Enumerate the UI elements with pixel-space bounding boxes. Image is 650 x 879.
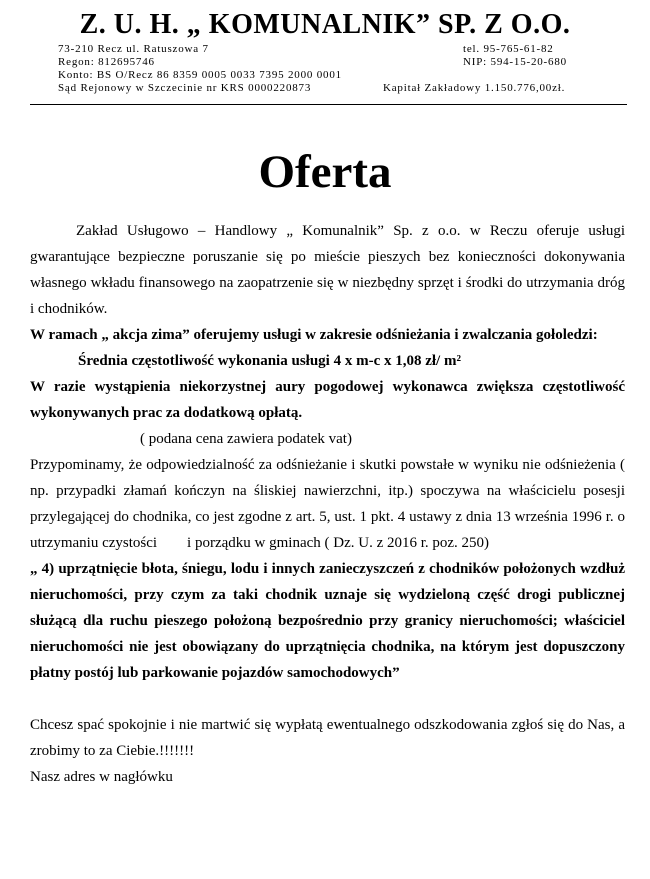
company-court-register: Sąd Rejonowy w Szczecinie nr KRS 0000220873 xyxy=(58,82,312,94)
letterhead-row-2 xyxy=(58,56,568,69)
company-capital: Kapitał Zakładowy 1.150.776,00zł. xyxy=(383,82,566,94)
intro-paragraph: Zakład Usługowo – Handlowy „ Komunalnik” Sp. z o.o. w Reczu oferuje usługi gwarantujące bezpieczne poruszanie się po mieście pieszych bez konieczności dokonywania własnego wkładu finansowego na zaopatrzenie się w niezbędny sprzęt i środki do utrzymania dróg i chodników. xyxy=(30,223,625,317)
winter-action-paragraph: W ramach „ akcja zima” oferujemy usługi w zakresie odśnieżania i zwalczania gołoledzi: xyxy=(30,327,598,343)
letterhead-row-1 xyxy=(58,43,568,56)
weather-paragraph: W razie wystąpienia niekorzystnej aury pogodowej wykonawca zwiększa częstotliwość wykonywanych prac za dodatkową opłatą. xyxy=(30,379,625,421)
letterhead-row-3 xyxy=(58,69,568,82)
closing-paragraph: Chcesz spać spokojnie i nie martwić się wypłatą ewentualnego odszkodowania zgłoś się do Nas, a zrobimy to za Ciebie.!!!!!!! xyxy=(30,717,625,759)
price-line: Średnia częstotliwość wykonania usługi 4 x m-c x 1,08 zł/ m² xyxy=(78,353,461,369)
company-bank-account: Konto: BS O/Recz 86 8359 0005 0033 7395 2000 0001 xyxy=(58,69,342,81)
law-quote-paragraph: „ 4) uprzątnięcie błota, śniegu, lodu i innych zanieczyszczeń z chodników położonych wzdłuż nieruchomości, przy czym za taki chodnik uznaje się wydzieloną część drogi publicznej służącą dla ruchu pieszego położoną bezpośrednio przy granicy nieruchomości; właściciel nieruchomości nie jest obowiązany do uprzątnięcia chodnika, na którym jest dopuszczony płatny postój lub parkowanie pojazdów samochodowych” xyxy=(30,561,625,681)
vat-note: ( podana cena zawiera podatek vat) xyxy=(140,431,352,447)
letterhead-row-4 xyxy=(58,82,568,95)
paragraph-gap xyxy=(30,686,625,712)
address-note: Nasz adres w nagłówku xyxy=(30,769,173,785)
company-name: Z. U. H. „ KOMUNALNIK” SP. Z O.O. xyxy=(79,9,571,40)
document-body xyxy=(30,218,629,790)
document-title: Oferta xyxy=(258,146,392,198)
company-regon: Regon: 812695746 xyxy=(58,56,155,68)
company-phone: tel. 95-765-61-82 xyxy=(463,43,554,55)
reminder-paragraph: Przypominamy, że odpowiedzialność za odśnieżanie i skutki powstałe w wyniku nie odśnieżenia ( np. przypadki złamań kończyn na śliskiej nawierzchni, itp.) spoczywa na właścicielu posesji przylegającej do chodnika, co jest zgodne z art. 5, ust. 1 pkt. 4 ustawy z dnia 13 września 1996 r. o utrzymaniu czystości i porządku w gminach ( Dz. U. z 2016 r. poz. 250) xyxy=(30,457,629,551)
company-address: 73-210 Recz ul. Ratuszowa 7 xyxy=(58,43,209,55)
company-nip: NIP: 594-15-20-680 xyxy=(463,56,567,68)
header-divider xyxy=(30,104,627,105)
